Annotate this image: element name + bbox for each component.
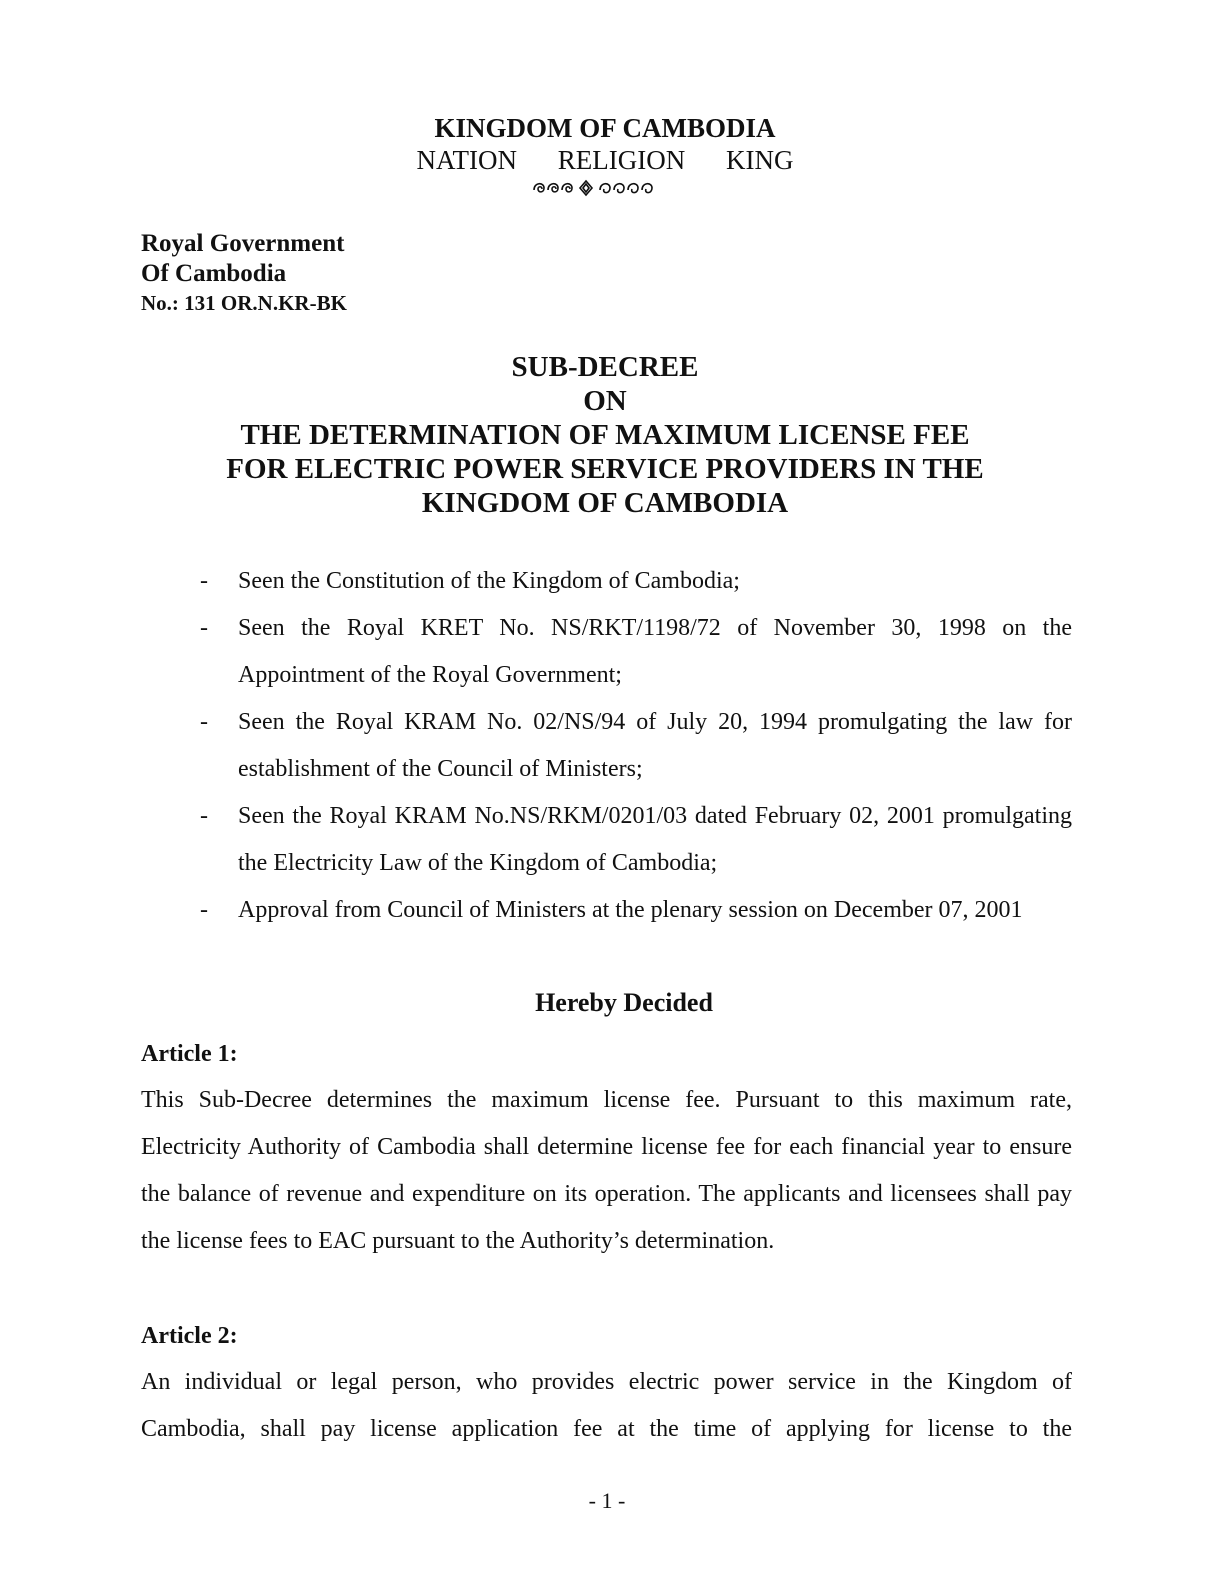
document-title bbox=[0, 350, 1210, 520]
consideration-text: Seen the Royal KRET No. NS/RKT/1198/72 of November 30, 1998 on the Appointment of the Royal Government; bbox=[238, 615, 1072, 688]
article-1-heading: Article 1: bbox=[141, 1041, 238, 1067]
consideration-item bbox=[200, 605, 1072, 699]
consideration-item bbox=[200, 793, 1072, 887]
list-dash: - bbox=[200, 897, 208, 923]
decision-heading: Hereby Decided bbox=[535, 988, 713, 1017]
consideration-text: Seen the Constitution of the Kingdom of Cambodia; bbox=[238, 568, 740, 594]
issuer-block bbox=[141, 229, 347, 317]
article-2-heading: Article 2: bbox=[141, 1323, 238, 1349]
list-dash: - bbox=[200, 615, 208, 641]
issuer-line-2: Of Cambodia bbox=[141, 260, 287, 287]
article-2-text: An individual or legal person, who provides electric power service in the Kingdom of Cambodia, shall pay license application fee at the time of applying for license to the bbox=[141, 1369, 1072, 1442]
consideration-text: Approval from Council of Ministers at the plenary session on December 07, 2001 bbox=[238, 897, 1023, 923]
title-line-4: FOR ELECTRIC POWER SERVICE PROVIDERS IN THE bbox=[226, 453, 984, 485]
considerations-list bbox=[200, 558, 1072, 934]
title-line-3: THE DETERMINATION OF MAXIMUM LICENSE FEE bbox=[240, 419, 970, 451]
consideration-text: Seen the Royal KRAM No.NS/RKM/0201/03 dated February 02, 2001 promulgating the Electricity Law of the Kingdom of Cambodia; bbox=[238, 803, 1072, 876]
khmer-ornament-icon bbox=[530, 178, 670, 198]
title-line-5: KINGDOM OF CAMBODIA bbox=[421, 487, 789, 519]
national-motto bbox=[0, 144, 1210, 176]
list-dash: - bbox=[200, 709, 208, 735]
motto-nation: NATION bbox=[416, 145, 517, 175]
decree-number: No.: 131 OR.N.KR-BK bbox=[141, 291, 347, 315]
page-number: - 1 - bbox=[588, 1488, 626, 1513]
list-dash: - bbox=[200, 568, 208, 594]
consideration-item bbox=[200, 558, 1072, 605]
consideration-text: Seen the Royal KRAM No. 02/NS/94 of July 20, 1994 promulgating the law for establishment of the Council of Ministers; bbox=[238, 709, 1072, 782]
consideration-item bbox=[200, 887, 1072, 934]
issuer-line-1: Royal Government bbox=[141, 230, 345, 257]
consideration-item bbox=[200, 699, 1072, 793]
title-line-2: ON bbox=[583, 385, 627, 417]
motto-religion: RELIGION bbox=[557, 145, 686, 175]
motto-king: KING bbox=[725, 145, 794, 175]
article-1-text: This Sub-Decree determines the maximum license fee. Pursuant to this maximum rate, Electricity Authority of Cambodia shall determine license fee for each financial year to ensure the balance of revenue and expenditure on its operation. The applicants and licensees shall pay the license fees to EAC pursuant to the Authority’s determination. bbox=[141, 1087, 1072, 1254]
country-heading: KINGDOM OF CAMBODIA bbox=[434, 113, 776, 143]
list-dash: - bbox=[200, 803, 208, 829]
title-line-1: SUB-DECREE bbox=[511, 351, 699, 383]
